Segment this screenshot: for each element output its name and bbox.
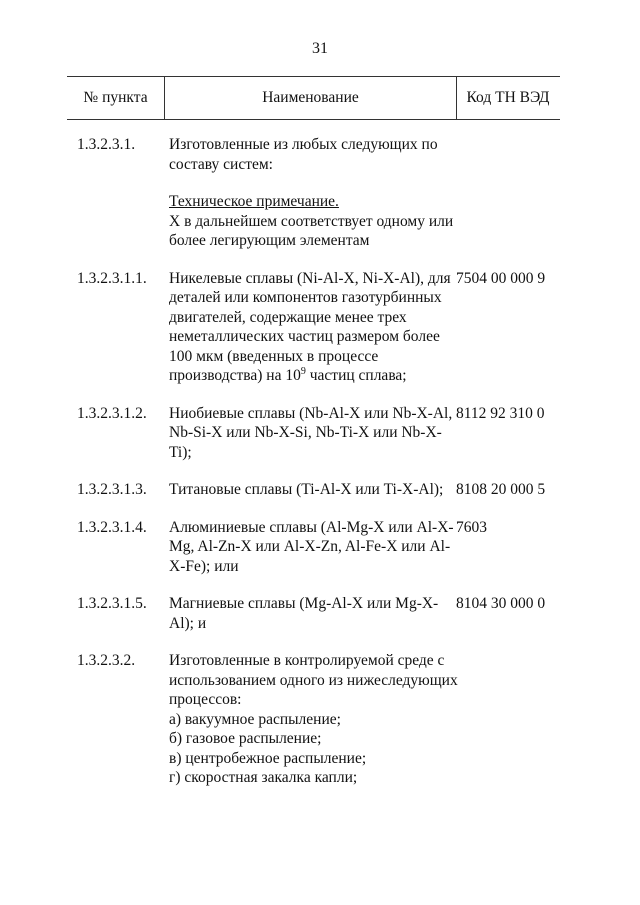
list-item: г) скоростная закалка капли; [169, 769, 358, 786]
row-name-text: Никелевые сплавы (Ni-Al-X, Ni-X-Al), для деталей или компонентов газотурбинных двигателей, содержащие менее трех неметаллических частиц размером более 100 мкм (введенных в процессе производства) на 10 [169, 269, 451, 384]
table-row [77, 269, 577, 386]
row-code: 8104 30 000 0 [456, 595, 546, 612]
row-number: 1.3.2.3.1.5. [77, 595, 147, 612]
list-item: а) вакуумное распыление; [169, 710, 341, 728]
row-number: 1.3.2.3.2. [77, 652, 136, 669]
header-col-code: Код ТН ВЭД [466, 89, 550, 106]
technical-note-text: X в дальнейшем соответствует одному или более легирующим элементам [169, 212, 454, 249]
row-number: 1.3.2.3.1.1. [77, 269, 147, 287]
page-number: 31 [312, 40, 328, 57]
table-header [67, 76, 560, 120]
row-code: 7504 00 000 9 [456, 269, 546, 287]
row-number: 1.3.2.3.1.2. [77, 404, 147, 422]
technical-note-title: Техническое примечание. [169, 193, 339, 210]
row-code: 7603 [456, 518, 487, 536]
table-row [77, 651, 577, 788]
table-body [77, 135, 577, 788]
table-row [77, 135, 577, 251]
row-name: Магниевые сплавы (Mg-Al-X или Mg-X-Al); и [169, 595, 439, 632]
table-row [77, 594, 577, 633]
row-name: Алюминиевые сплавы (Al-Mg-X или Al-X-Mg, Al-Zn-X или Al-X-Zn, Al-Fe-X или Al-X-Fe); или [169, 518, 454, 575]
row-code: 8112 92 310 0 [456, 404, 545, 422]
row-name-superscript: 9 [300, 365, 306, 377]
row-name-text: Изготовленные из любых следующих по составу систем: [169, 136, 438, 173]
header-col-number: № пункта [83, 89, 148, 106]
row-name [169, 135, 459, 251]
row-name-text-end: частиц сплава; [305, 367, 407, 384]
row-name [169, 269, 459, 386]
table-row [77, 518, 577, 577]
row-name [169, 651, 459, 788]
list-item: в) центробежное распыление; [169, 749, 367, 767]
row-name-text: Изготовленные в контролируемой среде с использованием одного из нижеследующих процессов: [169, 652, 458, 708]
row-number: 1.3.2.3.1.3. [77, 481, 147, 498]
row-code: 8108 20 000 5 [456, 481, 546, 498]
row-number: 1.3.2.3.1. [77, 136, 136, 153]
table-row [77, 404, 577, 463]
table-row [77, 480, 577, 500]
row-number: 1.3.2.3.1.4. [77, 518, 147, 536]
header-col-name: Наименование [164, 77, 457, 119]
row-name: Ниобиевые сплавы (Nb-Al-X или Nb-X-Al, Nb-Si-X или Nb-X-Si, Nb-Ti-X или Nb-X-Ti); [169, 404, 453, 461]
row-name: Титановые сплавы (Ti-Al-X или Ti-X-Al); [169, 481, 444, 498]
list-item: б) газовое распыление; [169, 730, 322, 747]
